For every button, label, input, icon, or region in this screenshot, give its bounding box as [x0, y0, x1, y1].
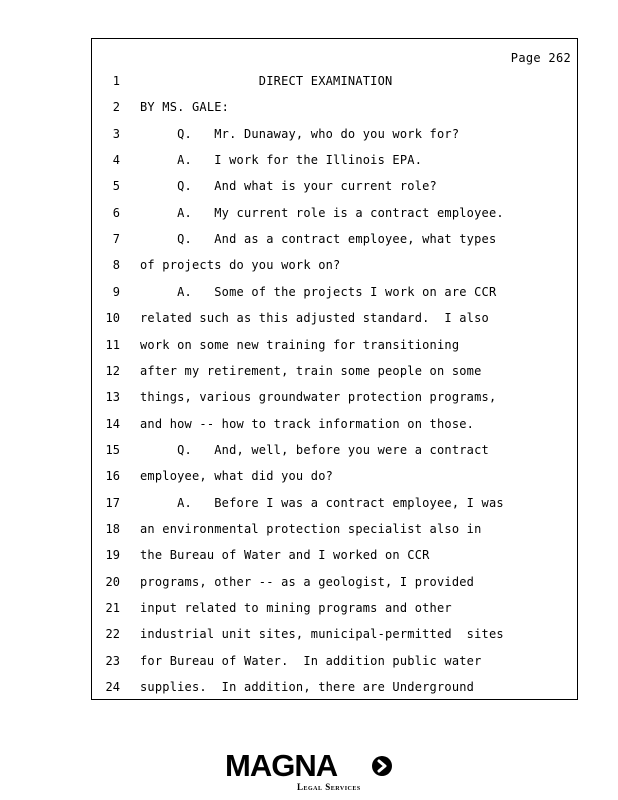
line-text: A. Before I was a contract employee, I was	[140, 495, 504, 510]
line-text: Q. And as a contract employee, what types	[140, 232, 497, 247]
line-text: the Bureau of Water and I worked on CCR	[140, 548, 430, 563]
line-number: 12	[105, 363, 120, 378]
line-number: 5	[112, 179, 120, 194]
line-text: after my retirement, train some people on some	[140, 363, 482, 378]
line-text: of projects do you work on?	[140, 258, 341, 273]
logo-wordmark: MAGNA	[225, 748, 338, 783]
line-number: 9	[112, 284, 120, 299]
line-number: 20	[105, 574, 120, 589]
line-number: 21	[105, 601, 120, 615]
line-number: 19	[105, 548, 120, 563]
line-number: 15	[105, 442, 120, 457]
line-number: 3	[112, 126, 120, 141]
line-number: 18	[105, 521, 120, 536]
line-number: 7	[112, 232, 120, 247]
line-text: industrial unit sites, municipal-permitted sites	[140, 627, 504, 642]
line-number: 1	[112, 74, 120, 88]
line-number: 6	[112, 205, 120, 220]
line-text: supplies. In addition, there are Underground	[140, 680, 475, 695]
line-number: 2	[112, 100, 120, 115]
line-text: work on some new training for transitioning	[140, 337, 460, 352]
line-text: related such as this adjusted standard. I also	[140, 311, 489, 326]
transcript-page	[91, 38, 578, 700]
line-text: Q. And what is your current role?	[140, 179, 437, 194]
line-text: Q. And, well, before you were a contract	[140, 442, 489, 457]
line-number: 11	[105, 337, 120, 352]
line-number: 22	[105, 627, 120, 642]
page-number: Page 262	[510, 51, 571, 65]
line-number: 23	[105, 653, 120, 668]
line-text: DIRECT EXAMINATION	[140, 74, 393, 88]
line-text: an environmental protection specialist also in	[140, 521, 482, 536]
line-text: programs, other -- as a geologist, I provided	[140, 574, 475, 589]
chevron-right-circle-icon	[371, 755, 393, 777]
line-number: 16	[105, 469, 120, 484]
line-number: 14	[105, 416, 120, 431]
line-text: A. I work for the Illinois EPA.	[140, 153, 423, 168]
line-text: input related to mining programs and other	[140, 601, 452, 615]
line-number: 10	[105, 311, 120, 326]
line-text: employee, what did you do?	[140, 469, 334, 484]
line-text: A. Some of the projects I work on are CCR	[140, 284, 497, 299]
line-text: Q. Mr. Dunaway, who do you work for?	[140, 126, 460, 141]
line-text: things, various groundwater protection programs,	[140, 390, 497, 405]
line-text: BY MS. GALE:	[140, 100, 230, 115]
line-number: 13	[105, 390, 120, 405]
line-number: 17	[105, 495, 120, 510]
line-number: 4	[112, 153, 120, 168]
line-text: for Bureau of Water. In addition public water	[140, 653, 482, 668]
logo-subtitle: Legal Services	[297, 782, 361, 792]
magna-logo	[225, 750, 395, 792]
line-text: and how -- how to track information on those.	[140, 416, 475, 431]
line-number: 8	[112, 258, 120, 273]
line-text: A. My current role is a contract employee.	[140, 205, 504, 220]
line-number: 24	[105, 680, 120, 695]
